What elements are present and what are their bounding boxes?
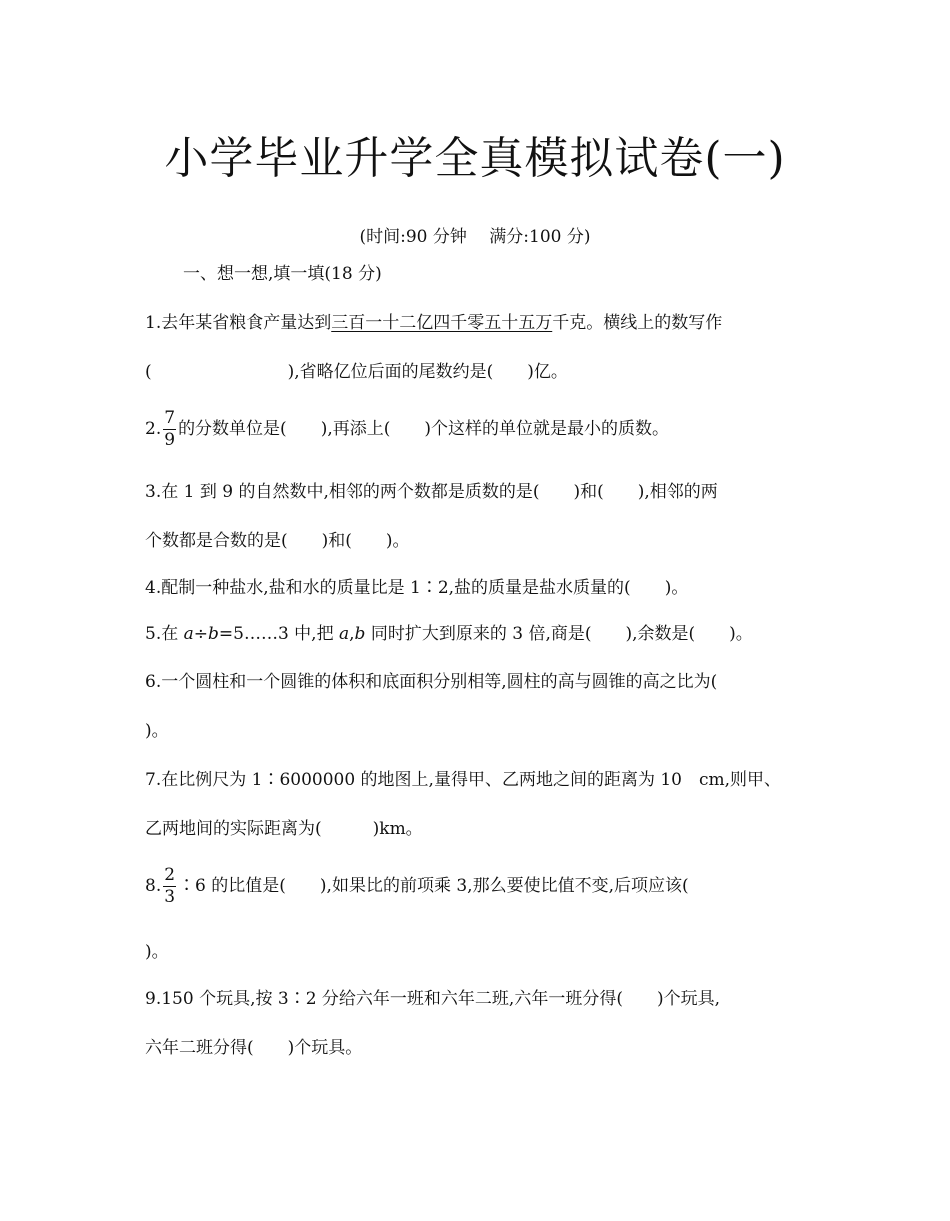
q8-numerator: 2: [164, 865, 176, 885]
question-6-line-1: 6.一个圆柱和一个圆锥的体积和底面积分别相等,圆柱的高与圆锥的高之比为(: [145, 672, 718, 692]
question-1-line-1: [145, 311, 835, 335]
q8-text: ∶6 的比值是( ),如果比的前项乘 3,那么要使比值不变,后项应该(: [178, 876, 689, 896]
question-3-line-2: 个数都是合数的是( )和( )。: [145, 531, 410, 551]
exam-title: 小学毕业升学全真模拟试卷(一): [164, 133, 786, 184]
q1-underlined-number: 三百一十二亿四千零五十五万: [331, 313, 553, 333]
q5-var-a-2: a: [339, 624, 350, 644]
q8-fraction: [163, 867, 176, 906]
question-5: [145, 622, 835, 646]
question-3-line-1: 3.在 1 到 9 的自然数中,相邻的两个数都是质数的是( )和( ),相邻的两: [145, 482, 718, 502]
q2-denominator: 9: [164, 430, 176, 450]
question-8-line-1: [145, 864, 835, 908]
q2-prefix: 2.: [145, 419, 162, 439]
q8-prefix: 8.: [145, 876, 162, 896]
question-1-line-2: ( ),省略亿位后面的尾数约是( )亿。: [145, 362, 568, 382]
question-7-line-2: 乙两地间的实际距离为( )km。: [145, 819, 423, 839]
q2-text: 的分数单位是( ),再添上( )个这样的单位就是最小的质数。: [178, 419, 669, 439]
q1-suffix: 千克。横线上的数写作: [552, 313, 723, 333]
question-9-line-2: 六年二班分得( )个玩具。: [145, 1038, 363, 1058]
q2-fraction: [163, 410, 176, 449]
q5-comma: ,: [349, 624, 355, 644]
q5-var-a: a: [183, 624, 194, 644]
q5-var-b: b: [208, 624, 219, 644]
q5-divide-sign: ÷: [193, 624, 209, 644]
section-heading: 一、想一想,填一填(18 分): [183, 264, 382, 284]
question-8-line-2: )。: [145, 942, 169, 962]
question-2: [145, 407, 835, 451]
q8-denominator: 3: [164, 887, 176, 907]
question-6-line-2: )。: [145, 721, 169, 741]
q5-text-3: 同时扩大到原来的 3 倍,商是( ),余数是( )。: [365, 624, 753, 644]
q5-var-b-2: b: [354, 624, 366, 644]
question-4: 4.配制一种盐水,盐和水的质量比是 1∶2,盐的质量是盐水质量的( )。: [145, 578, 689, 598]
exam-time-score: (时间:90 分钟 满分:100 分): [359, 227, 591, 247]
q2-numerator: 7: [164, 408, 176, 428]
question-9-line-1: 9.150 个玩具,按 3∶2 分给六年一班和六年二班,六年一班分得( )个玩具,: [145, 989, 720, 1009]
question-7-line-1: 7.在比例尺为 1∶6000000 的地图上,量得甲、乙两地之间的距离为 10 cm,则甲、: [145, 770, 782, 790]
q1-prefix: 1.去年某省粮食产量达到: [145, 313, 332, 333]
q5-text-1: 5.在: [145, 624, 184, 644]
q5-text-2: =5……3 中,把: [218, 624, 339, 644]
